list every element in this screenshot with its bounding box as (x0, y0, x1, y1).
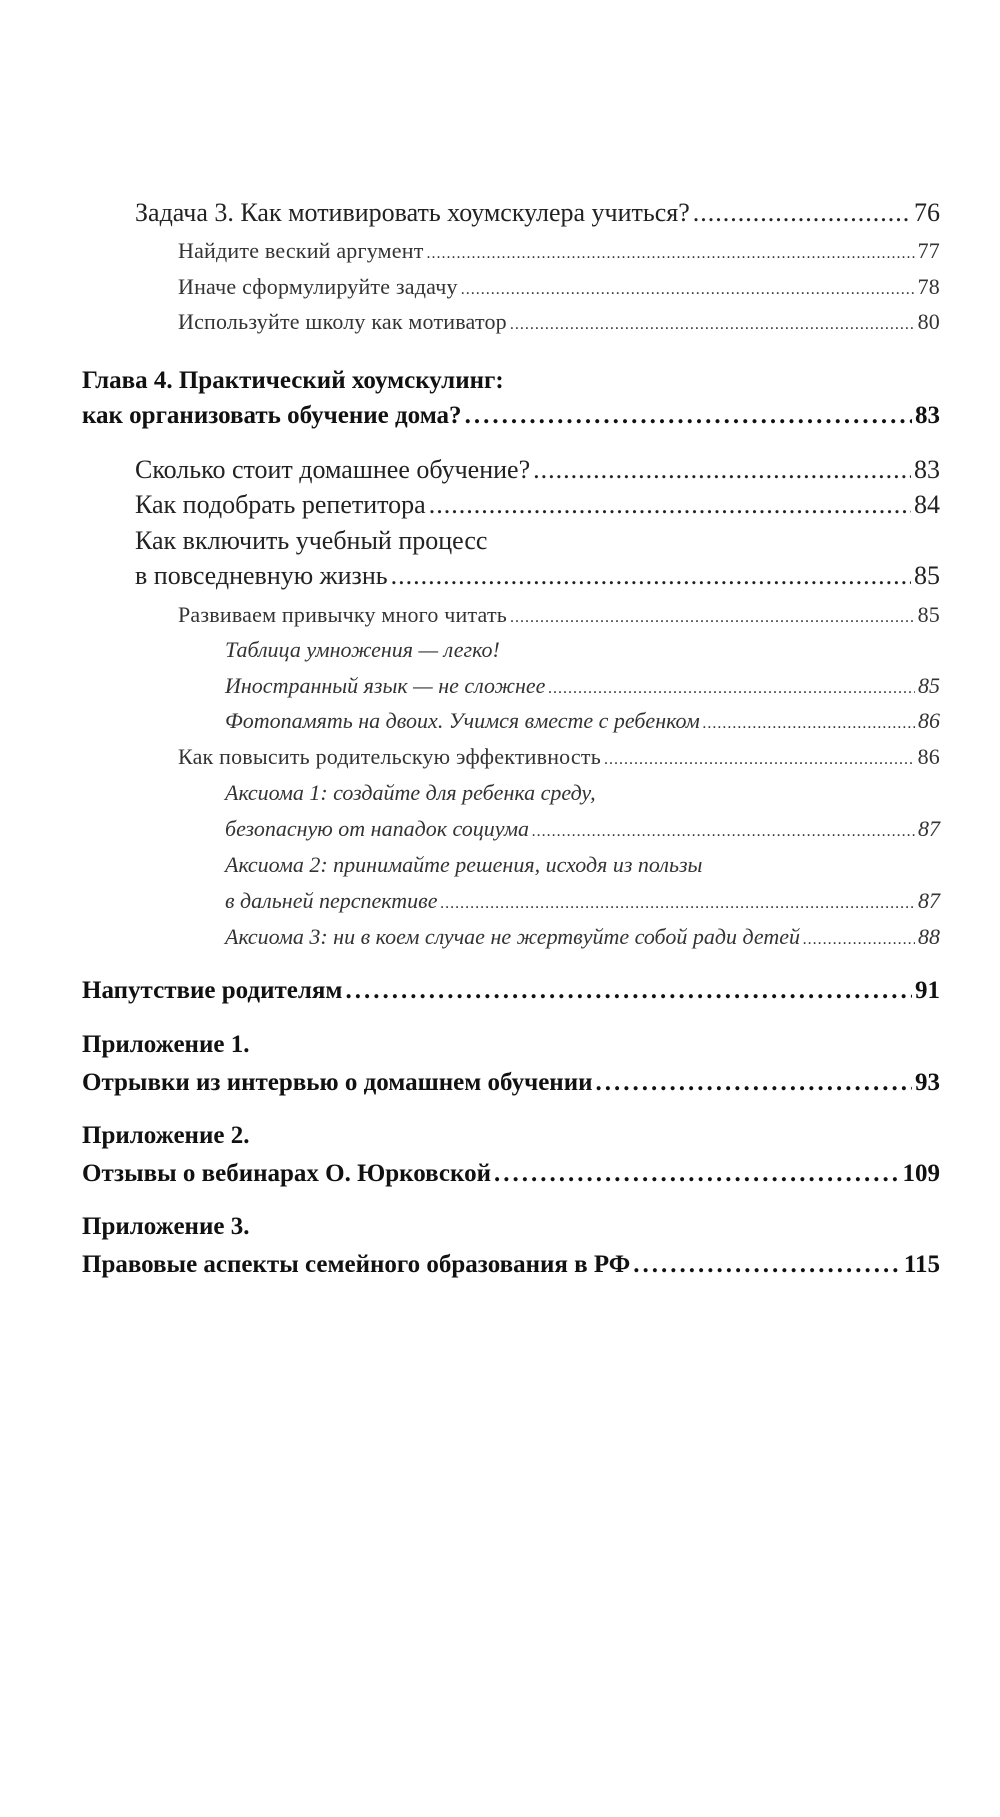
page-number: 83 (915, 402, 940, 429)
toc-entry-cost[interactable] (135, 455, 940, 485)
page-number: 93 (915, 1069, 940, 1096)
toc-entry-argument[interactable] (178, 238, 940, 264)
entry-title: Сколько стоит домашнее обучение? (135, 455, 531, 484)
page-number: 109 (902, 1160, 940, 1187)
toc-entry-chapter4[interactable] (82, 402, 940, 430)
dot-leader (510, 609, 915, 627)
page-number: 85 (914, 561, 940, 590)
dot-leader (633, 1251, 901, 1279)
dot-leader (533, 455, 911, 485)
toc-entry-daily-life[interactable] (135, 561, 940, 591)
page-number: 76 (914, 198, 940, 227)
toc-entry-reading[interactable] (178, 602, 940, 628)
entry-title: как организовать обучение дома? (82, 402, 462, 429)
dot-leader (429, 490, 911, 520)
page-number: 115 (903, 1251, 940, 1278)
dot-leader (510, 316, 915, 334)
page-number: 80 (917, 309, 940, 334)
entry-title: в дальней перспективе (225, 888, 438, 913)
toc-entry-task3[interactable] (135, 198, 940, 228)
chapter4-title-line1[interactable]: Глава 4. Практический хоумскулинг: (82, 367, 504, 394)
entry-title: безопасную от нападок социума (225, 816, 529, 841)
dot-leader (440, 895, 915, 913)
entry-title: Найдите веский аргумент (178, 238, 424, 263)
dot-leader (532, 823, 915, 841)
entry-title: Задача 3. Как мотивировать хоумскулера учиться? (135, 198, 690, 227)
dot-leader (803, 931, 915, 949)
dot-leader (703, 715, 915, 733)
dot-leader (596, 1069, 913, 1097)
entry-title: Иностранный язык — не сложнее (225, 673, 546, 698)
toc-entry-axiom1[interactable] (225, 816, 940, 842)
entry-title: Иначе сформулируйте задачу (178, 274, 458, 299)
entry-title: Как повысить родительскую эффективность (178, 744, 601, 769)
toc-entry-appendix3[interactable] (82, 1251, 940, 1279)
section3-title-line1[interactable]: Как включить учебный процесс (135, 526, 488, 555)
appendix2-title-line1[interactable]: Приложение 2. (82, 1122, 250, 1149)
page-number: 87 (918, 888, 940, 913)
dot-leader (548, 680, 915, 698)
page-number: 85 (917, 602, 940, 627)
page-number: 78 (917, 274, 940, 299)
toc-entry-multiplication[interactable]: Таблица умножения — легко! (225, 637, 500, 662)
page-number: 86 (917, 744, 940, 769)
toc-entry-parting[interactable] (82, 977, 940, 1005)
toc-entry-axiom3[interactable] (225, 924, 940, 950)
entry-title: Используйте школу как мотиватор (178, 309, 507, 334)
entry-title: Фотопамять на двоих. Учимся вместе с ребенком (225, 708, 700, 733)
appendix3-title-line1[interactable]: Приложение 3. (82, 1213, 250, 1240)
page-number: 85 (918, 673, 940, 698)
entry-title: Как подобрать репетитора (135, 490, 426, 519)
toc-entry-school-motivator[interactable] (178, 309, 940, 335)
entry-title: Правовые аспекты семейного образования в РФ (82, 1251, 631, 1278)
toc-entry-language[interactable] (225, 673, 940, 699)
page-number: 77 (917, 238, 940, 263)
page-number: 88 (918, 924, 940, 949)
entry-title: Напутствие родителям (82, 977, 343, 1004)
axiom1-line1[interactable]: Аксиома 1: создайте для ребенка среду, (225, 780, 596, 805)
page-number: 84 (914, 490, 940, 519)
toc-entry-efficiency[interactable] (178, 744, 940, 770)
toc-entry-reformulate[interactable] (178, 274, 940, 300)
toc-entry-tutor[interactable] (135, 490, 940, 520)
dot-leader (461, 281, 915, 299)
dot-leader (465, 402, 912, 430)
page-number: 87 (918, 816, 940, 841)
entry-title: Аксиома 3: ни в коем случае не жертвуйте собой ради детей (225, 924, 800, 949)
entry-title: Отрывки из интервью о домашнем обучении (82, 1069, 593, 1096)
dot-leader (604, 751, 915, 769)
page-number: 83 (914, 455, 940, 484)
dot-leader (427, 245, 915, 263)
toc-entry-appendix1[interactable] (82, 1069, 940, 1097)
dot-leader (345, 977, 912, 1005)
dot-leader (494, 1160, 899, 1188)
axiom2-line1[interactable]: Аксиома 2: принимайте решения, исходя из пользы (225, 852, 703, 877)
entry-title: Развиваем привычку много читать (178, 602, 507, 627)
entry-title: в повседневную жизнь (135, 561, 388, 590)
page-number: 91 (915, 977, 940, 1004)
toc-entry-axiom2[interactable] (225, 888, 940, 914)
page-number: 86 (918, 708, 940, 733)
dot-leader (693, 198, 911, 228)
toc-entry-photomemory[interactable] (225, 708, 940, 734)
entry-title: Отзывы о вебинарах О. Юрковской (82, 1160, 492, 1187)
appendix1-title-line1[interactable]: Приложение 1. (82, 1031, 250, 1058)
dot-leader (391, 561, 911, 591)
toc-entry-appendix2[interactable] (82, 1160, 940, 1188)
